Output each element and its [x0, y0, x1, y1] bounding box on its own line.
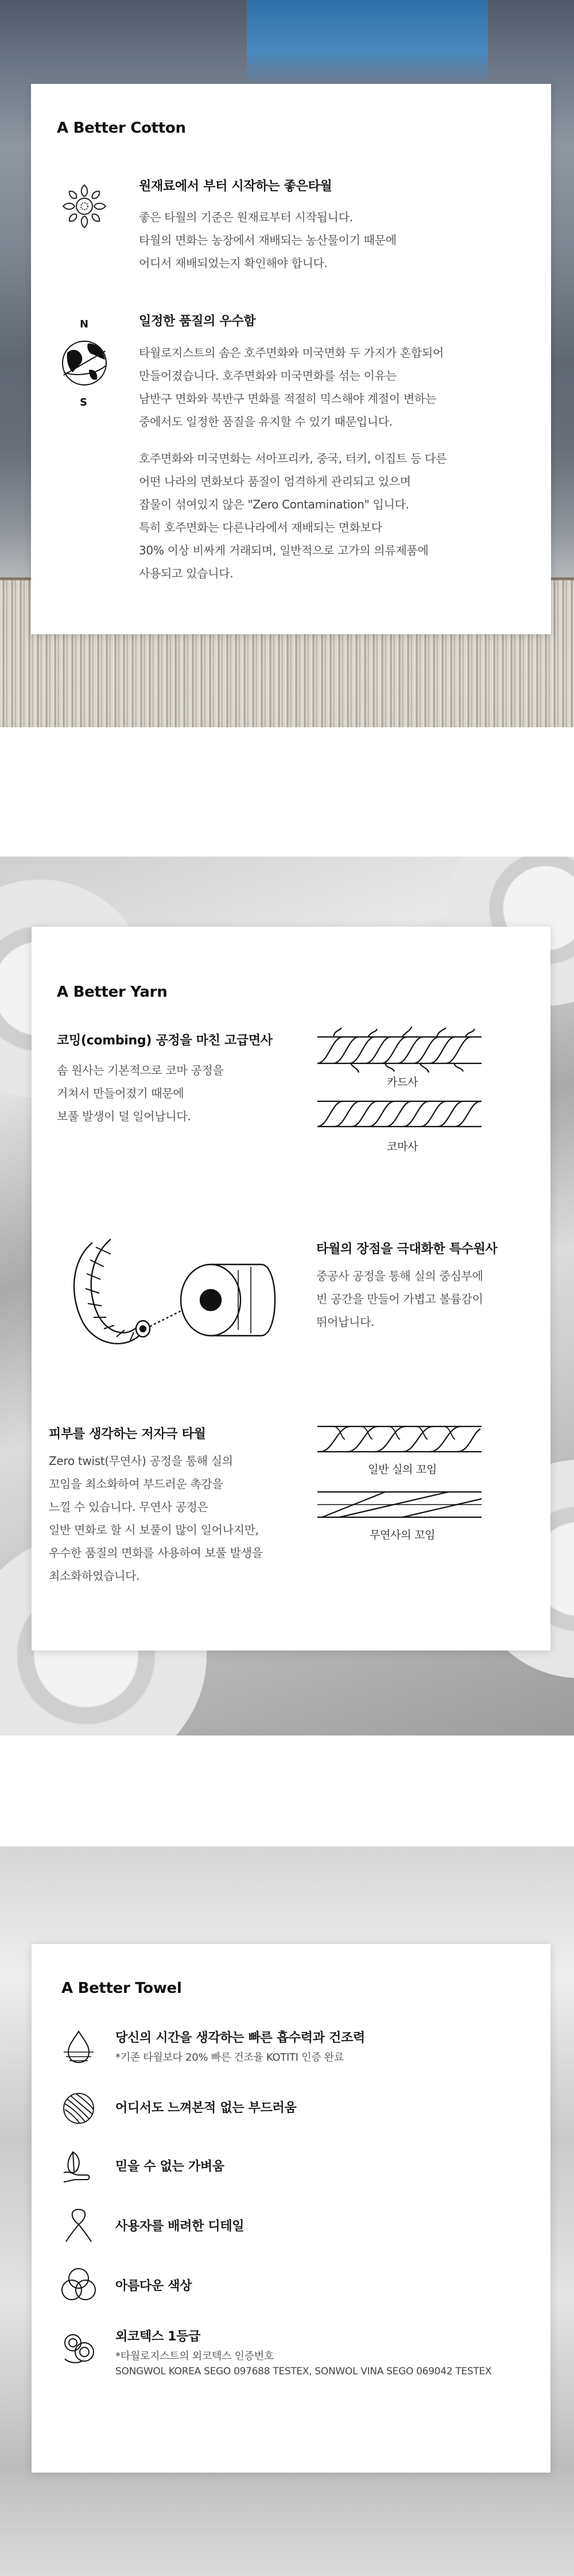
cotton-text-1: 좋은 타월의 기준은 원재료부터 시작됩니다. 타월의 면화는 농장에서 재배되는 농산물이기 때문에 어디서 재배되었는지 확인해야 합니다.	[139, 210, 397, 270]
combed-yarn-icon	[316, 1097, 483, 1131]
svg-text:S: S	[80, 396, 87, 408]
zero-twist-text: Zero twist(무연사) 공정을 통해 실의 꼬임을 최소화하여 부드러운 촉감을 느낄 수 있습니다. 무연사 공정은 일반 면화로 할 시 보풀이 많이 일어나지만, 우수한 품질의 면화를 사용하여 보풀 발생을 최소화하였습니다.	[49, 1454, 263, 1583]
zero-twist-icon	[316, 1487, 483, 1522]
cotton-title: A Better Cotton	[57, 119, 186, 137]
combing-text: 솜 원사는 기본적으로 코마 공정을 거쳐서 만들어졌기 때문에 보풀 발생이 덜 일어납니다.	[57, 1063, 224, 1123]
towel-feature-color: 아름다운 색상	[115, 2279, 192, 2293]
towel-feature-oeko: 외코텍스 1등급	[115, 2330, 201, 2344]
special-yarn-heading: 타월의 장점을 극대화한 특수원사	[316, 1242, 498, 1256]
cotton-heading-1: 원재료에서 부터 시작하는 좋은타월	[139, 179, 332, 194]
special-yarn-text: 중공사 공정을 통해 실의 중심부에 빈 공간을 만들어 가볍고 볼륨감이 뛰어납니다.	[316, 1269, 483, 1329]
zero-twist-heading: 피부를 생각하는 저자극 타월	[49, 1427, 206, 1441]
towel-title: A Better Towel	[61, 1980, 182, 1997]
combing-heading: 코밍(combing) 공정을 마친 고급면사	[57, 1034, 273, 1048]
towel-feature-absorb-note: *기존 타월보다 20% 빠른 건조율 KOTITI 인증 완료	[115, 2051, 344, 2064]
towel-feature-light: 믿을 수 없는 가벼움	[115, 2159, 224, 2174]
combed-label: 코마사	[386, 1140, 418, 1153]
oeko-tex-icon	[60, 2329, 97, 2366]
hollow-yarn-icon	[66, 1237, 284, 1363]
ribbon-icon	[61, 2207, 96, 2244]
cotton-text-2: 타월로지스트의 솜은 호주면화와 미국면화 두 가지가 혼합되어 만들어졌습니다. 호주면화와 미국면화를 섞는 이유는 남반구 면화와 북반구 면화를 적절히 믹스해야 계절이 변하는 중에서도 일정한 품질을 유지할 수 있기 때문입니다.	[139, 346, 444, 429]
normal-twist-label: 일반 실의 꼬임	[368, 1463, 437, 1476]
towel-card	[32, 1944, 550, 2473]
towel-feature-oeko-codes: SONGWOL KOREA SEGO 097688 TESTEX, SONWOL VINA SEGO 069042 TESTEX	[115, 2366, 492, 2377]
cotton-card	[31, 84, 551, 634]
section-spacer	[0, 727, 574, 857]
sky-background	[247, 0, 488, 86]
normal-twist-icon	[316, 1422, 483, 1456]
towel-feature-oeko-note: *타월로지스트의 외코텍스 인증번호	[115, 2350, 274, 2362]
cotton-section	[0, 0, 574, 727]
yarn-title: A Better Yarn	[57, 984, 168, 1001]
soft-fiber-icon	[61, 2091, 96, 2126]
cotton-text-3: 호주면화와 미국면화는 서아프리카, 중국, 터키, 이집트 등 다른 어떤 나라의 면화보다 품질이 엄격하게 관리되고 있으며 잡물이 섞여있지 않은 "Zero Contamination" 입니다. 특히 호주면화는 다른나라에서 재배되는 면화보다 30% 이상 비싸게 거래되며, 일반적으로 고가의 의류제품에 사용되고 있습니다.	[139, 452, 447, 580]
towel-feature-soft: 어디서도 느껴본적 없는 부드러움	[115, 2101, 297, 2115]
towel-feature-absorb: 당신의 시간을 생각하는 빠른 흡수력과 건조력	[115, 2031, 365, 2045]
yarn-card	[32, 927, 550, 1651]
feather-hand-icon	[61, 2150, 96, 2184]
globe-icon	[56, 317, 113, 409]
section-spacer	[0, 1736, 574, 1846]
cotton-flower-icon	[59, 180, 110, 232]
towel-feature-detail: 사용자를 배려한 디테일	[115, 2219, 245, 2234]
carded-yarn-icon	[316, 1030, 483, 1070]
carded-label: 카드사	[386, 1076, 418, 1089]
color-circles-icon	[60, 2266, 97, 2303]
towel-section	[0, 1846, 574, 2576]
water-drop-icon	[61, 2029, 96, 2064]
zero-twist-label: 무연사의 꼬임	[369, 1529, 436, 1541]
yarn-section	[0, 857, 574, 1736]
svg-text:N: N	[80, 318, 89, 330]
cotton-heading-2: 일정한 품질의 우수함	[139, 314, 256, 329]
